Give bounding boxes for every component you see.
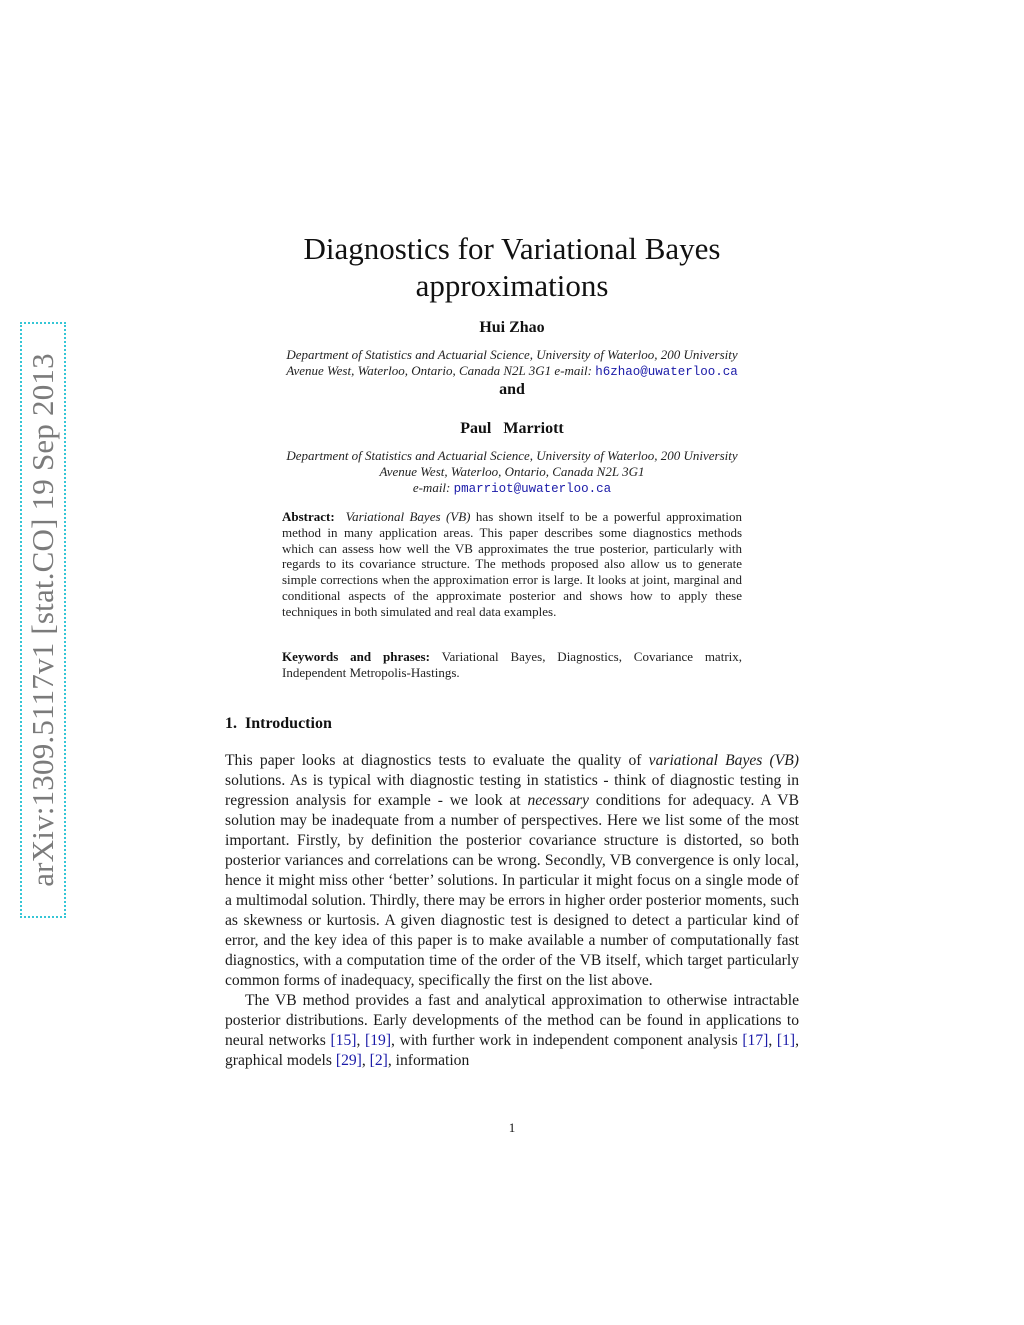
section-number: 1.: [225, 715, 237, 732]
affiliation-1-line-2: [0, 363, 1024, 380]
keywords-label: Keywords and phrases:: [282, 649, 430, 664]
keywords-text: Variational Bayes, Diagnostics, Covariance matrix, Independent Metropolis-Hastings.: [282, 649, 743, 680]
keywords: [282, 649, 742, 681]
paper-title: [0, 230, 1024, 304]
section-heading: [225, 715, 332, 733]
title-line-2: approximations: [415, 268, 609, 303]
citation-link[interactable]: [1]: [776, 1032, 796, 1049]
p1-text-3: conditions for adequacy. A VB solution may be inadequate from a number of perspectives. Here we list some of the most important. Firstly, by definition the posterior covariance structure is distorted, so both posterior variances and correlations can be wrong. Secondly, VB convergence is only local, hence it might miss other ‘better’ solutions. In particular it might focus on a single mode of a multimodal solution. Thirdly, there may be errors in higher order posterior moments, such as skewness or kurtosis. A given diagnostic test is designed to detect a particular kind of error, and the key idea of this paper is to make available a number of computationally fast diagnostics, with a computation time of the order of the VB itself, which target particularly common forms of inadequacy, specifically the first on the list above.: [225, 792, 799, 989]
affiliation-2-line-1: Department of Statistics and Actuarial Science, University of Waterloo, 200 University: [286, 448, 738, 463]
author-separator: and: [499, 381, 525, 398]
abstract-text: has shown itself to be a powerful approximation method in many application areas. This paper describes some diagnostics methods which can assess how well the VB approximates the true posterior, particularly with regards to its covariance structure. The methods proposed also allow us to generate simple corrections when the approximation error is large. It looks at joint, marginal and conditional aspects of the approximate posterior and shows how to apply these techniques in both simulated and real data examples.: [282, 509, 743, 619]
abstract-emphasis: Variational Bayes (VB): [345, 509, 471, 524]
author-name-2: [0, 420, 1024, 438]
introduction-body: [225, 751, 799, 1071]
page-number: 1: [508, 1120, 516, 1135]
affiliation-1-line-1: Department of Statistics and Actuarial Science, University of Waterloo, 200 University: [286, 347, 738, 362]
p1-emphasis-necessary: necessary: [527, 792, 589, 809]
p2-sep-2: ,: [768, 1032, 773, 1049]
author-affiliation-1: [0, 347, 1024, 380]
title-line-1: Diagnostics for Variational Bayes: [303, 231, 721, 266]
affiliation-2-line-2: Avenue West, Waterloo, Ontario, Canada N2L 3G1: [379, 464, 645, 479]
citation-link[interactable]: [2]: [369, 1052, 388, 1069]
p1-text-2: solutions. As is typical with diagnostic testing in statistics - think of diagnostic testing in regression analysis for example - we look at: [225, 772, 799, 809]
p1-emphasis-vb: variational Bayes (VB): [648, 752, 799, 769]
p2-text-3: , graphical models: [225, 1032, 799, 1069]
affiliation-1-text: Avenue West, Waterloo, Ontario, Canada N2L 3G1 e-mail:: [286, 363, 592, 378]
intro-paragraph-2: [225, 991, 799, 1071]
arxiv-stamp: [20, 322, 66, 918]
author-affiliation-2: [0, 448, 1024, 497]
p2-text-1: The VB method provides a fast and analytical approximation to otherwise intractable posterior distributions. Early developments of the method can be found in applications to neural networks: [225, 992, 799, 1049]
intro-paragraph-1: [225, 751, 799, 991]
email-label-2: e-mail:: [412, 480, 451, 495]
p2-text-2: , with further work in independent component analysis: [391, 1032, 738, 1049]
affiliation-2-line-3: [0, 480, 1024, 497]
citation-link[interactable]: [19]: [365, 1032, 392, 1049]
email-link-1[interactable]: h6zhao@uwaterloo.ca: [595, 365, 738, 379]
p2-sep-3: ,: [361, 1052, 366, 1069]
citation-link[interactable]: [17]: [742, 1032, 769, 1049]
abstract: [282, 509, 742, 620]
email-link-2[interactable]: pmarriot@uwaterloo.ca: [453, 482, 612, 496]
author-name-2-text: Paul Marriott: [460, 420, 564, 437]
citation-link[interactable]: [15]: [330, 1032, 357, 1049]
arxiv-stamp-text: arXiv:1309.5117v1 [stat.CO] 19 Sep 2013: [25, 353, 60, 887]
p1-text-1: This paper looks at diagnostics tests to evaluate the quality of: [225, 752, 642, 769]
citation-link[interactable]: [29]: [335, 1052, 362, 1069]
abstract-label: Abstract:: [282, 509, 335, 524]
author-name-1: Hui Zhao: [479, 319, 545, 336]
section-title: Introduction: [245, 715, 332, 732]
p2-sep-1: ,: [356, 1032, 361, 1049]
p2-text-4: , information: [387, 1052, 470, 1069]
